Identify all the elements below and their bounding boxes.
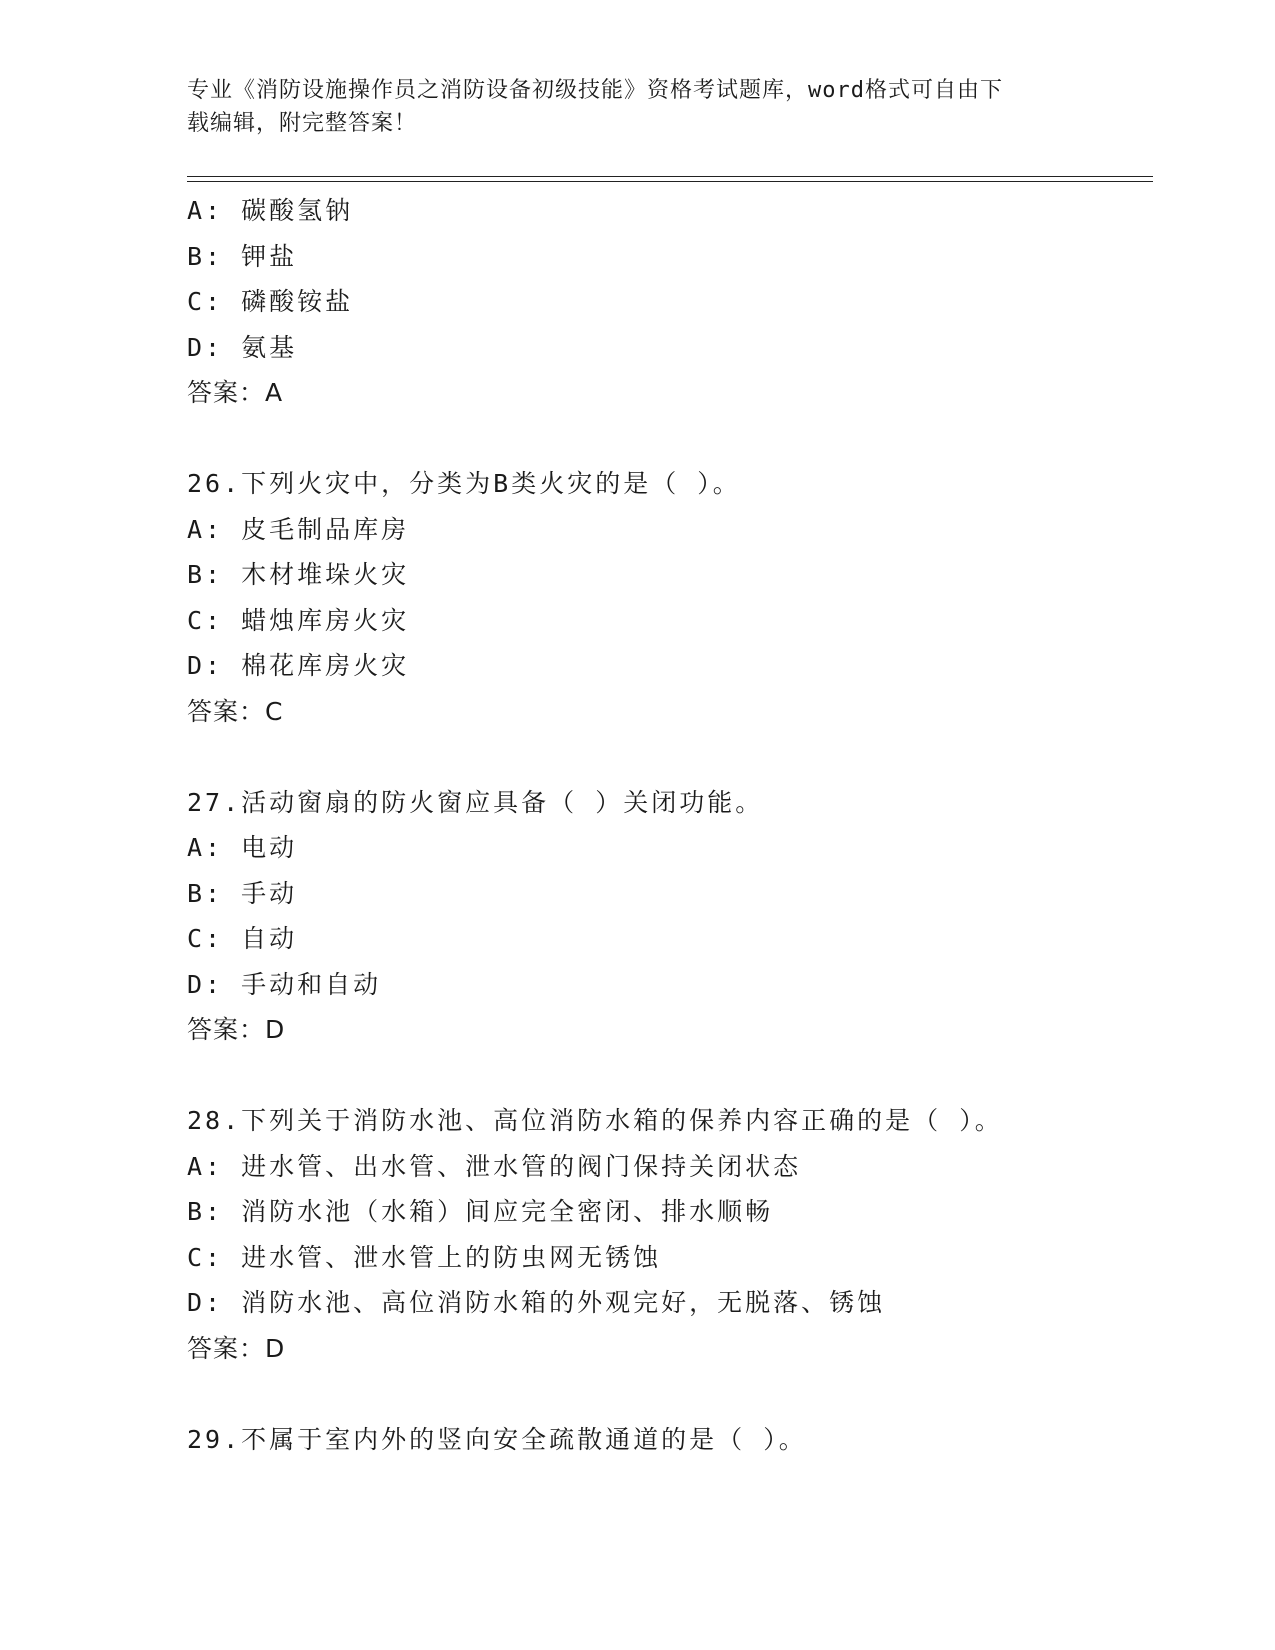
option-b: B: 木材堆垛火灾 xyxy=(187,560,410,589)
spacer xyxy=(187,416,1153,462)
spacer xyxy=(187,1371,1153,1417)
answer-line: 答案：D xyxy=(187,1015,286,1044)
option-c: C: 蜡烛库房火灾 xyxy=(187,605,410,635)
option-d: D: 消防水池、高位消防水箱的外观完好，无脱落、锈蚀 xyxy=(187,1288,886,1317)
question-text: 活动窗扇的防火窗应具备（ ）关闭功能。 xyxy=(241,787,764,817)
spacer xyxy=(187,1053,1153,1099)
answer-line: 答案：A xyxy=(187,378,284,407)
question-stem xyxy=(187,461,1153,507)
question-number: 27. xyxy=(187,787,242,817)
question-block-25 xyxy=(187,188,1153,416)
option-b: B: 手动 xyxy=(187,878,298,908)
option-d: D: 氨基 xyxy=(187,332,298,362)
option-a: A: 电动 xyxy=(187,833,298,862)
header-line-1: 专业《消防设施操作员之消防设备初级技能》资格考试题库，word格式可自由下 xyxy=(187,78,1003,103)
option-b: B: 钾盐 xyxy=(187,241,298,271)
header-line-2: 载编辑，附完整答案！ xyxy=(187,111,418,136)
question-text: 下列火灾中，分类为B类火灾的是（ ）。 xyxy=(241,469,741,498)
question-list xyxy=(187,188,1153,1462)
header-divider-top xyxy=(187,176,1153,177)
answer-line: 答案：D xyxy=(187,1333,286,1363)
question-block-29 xyxy=(187,1417,1153,1463)
answer-line: 答案：C xyxy=(187,696,284,726)
question-text: 不属于室内外的竖向安全疏散通道的是（ ）。 xyxy=(241,1424,807,1454)
question-stem xyxy=(187,780,1153,826)
option-a: A: 进水管、出水管、泄水管的阀门保持关闭状态 xyxy=(187,1151,802,1181)
option-c: C: 自动 xyxy=(187,924,298,953)
question-block-28 xyxy=(187,1098,1153,1371)
question-stem xyxy=(187,1417,1153,1463)
option-a: A: 碳酸氢钠 xyxy=(187,196,354,225)
option-c: C: 进水管、泄水管上的防虫网无锈蚀 xyxy=(187,1242,662,1272)
question-block-27 xyxy=(187,780,1153,1053)
option-d: D: 棉花库房火灾 xyxy=(187,651,410,680)
option-a: A: 皮毛制品库房 xyxy=(187,514,410,544)
question-number: 29. xyxy=(187,1424,242,1454)
option-b: B: 消防水池（水箱）间应完全密闭、排水顺畅 xyxy=(187,1197,774,1226)
question-block-26 xyxy=(187,461,1153,734)
document-header xyxy=(187,74,1067,140)
option-d: D: 手动和自动 xyxy=(187,969,382,999)
header-divider-bottom xyxy=(187,181,1153,182)
question-number: 26. xyxy=(187,469,242,498)
spacer xyxy=(187,734,1153,780)
question-stem xyxy=(187,1098,1153,1144)
question-text: 下列关于消防水池、高位消防水箱的保养内容正确的是（ ）。 xyxy=(241,1106,1003,1135)
question-number: 28. xyxy=(187,1106,242,1135)
option-c: C: 磷酸铵盐 xyxy=(187,287,354,316)
